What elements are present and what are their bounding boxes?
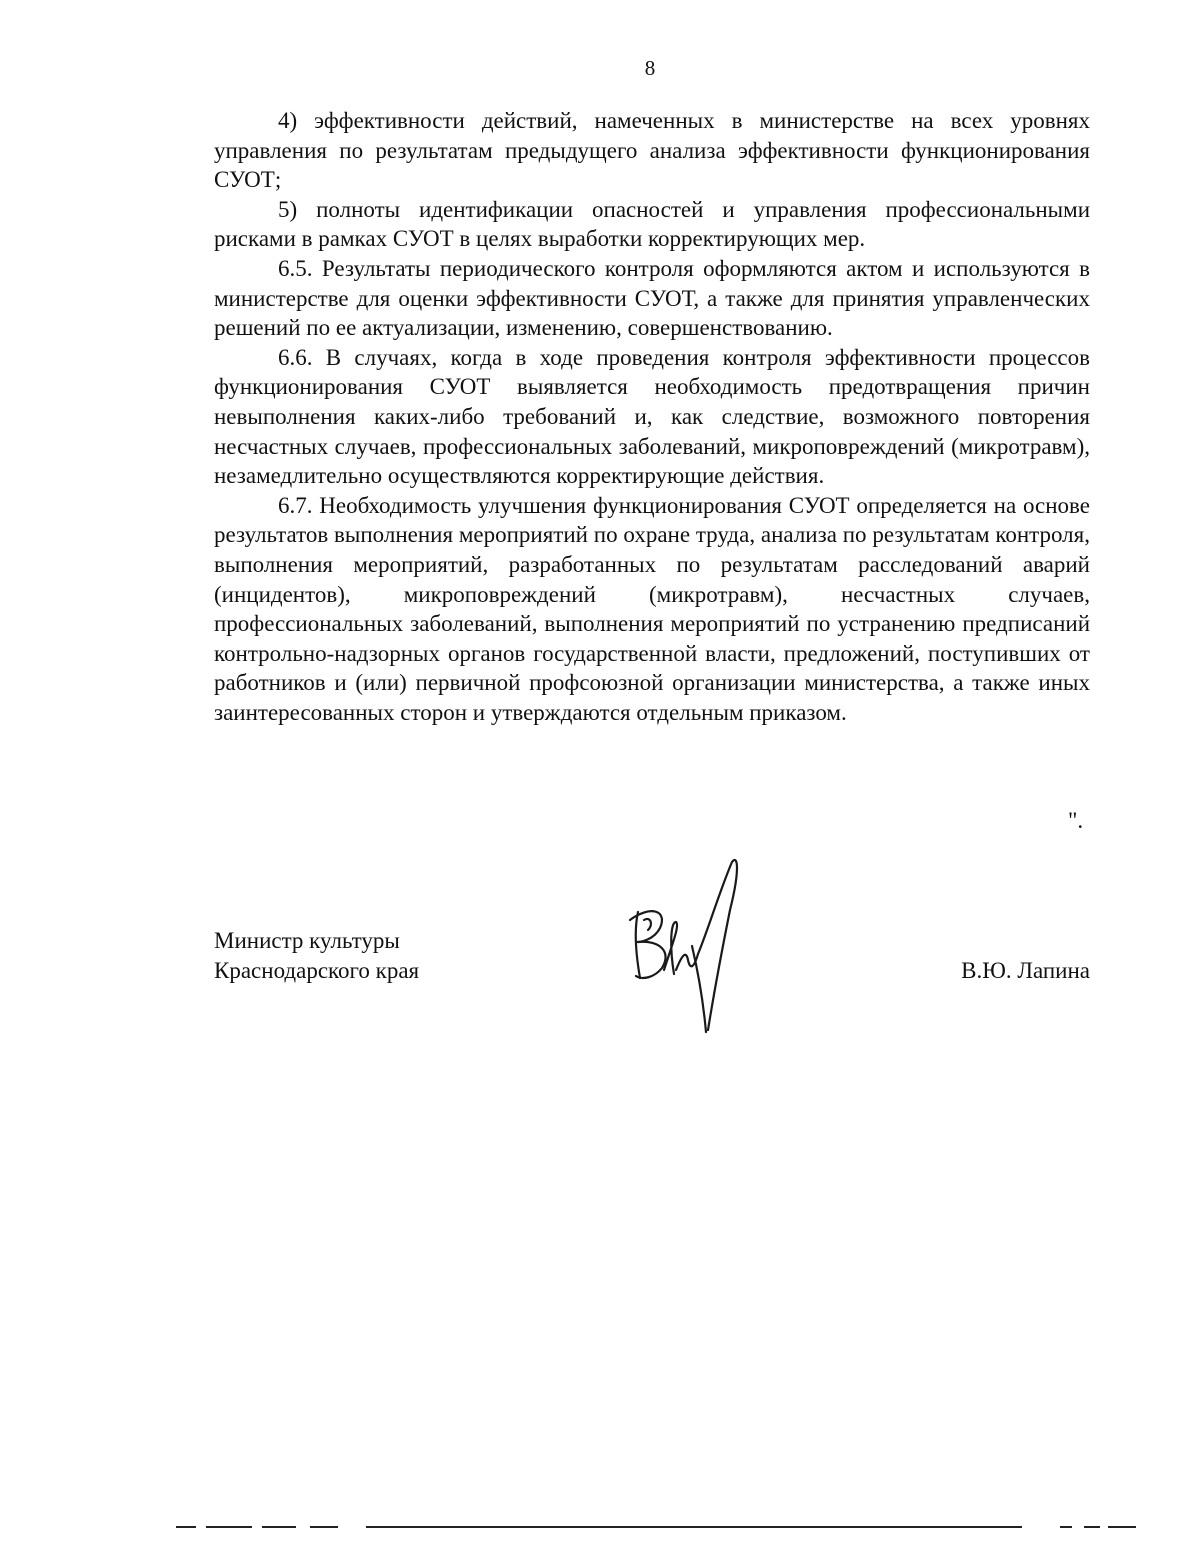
signatory-title <box>214 926 419 985</box>
document-body <box>214 106 1090 727</box>
handwritten-signature <box>620 850 750 1040</box>
paragraph-6-7: 6.7. Необходимость улучшения функционирования СУОТ определяется на основе результатов выполнения мероприятий по охране труда, анализа по результатам контроля, выполнения мероприятий, разработанных по результатам расследований аварий (инцидентов), микроповреждений (микротравм), несчастных случаев, профессиональных заболеваний, выполнения мероприятий по устранению предписаний контрольно-надзорных органов государственной власти, предложений, поступивших от работников и (или) первичной профсоюзной организации министерства, а также иных заинтересованных сторон и утверждаются отдельным приказом. <box>214 492 1090 725</box>
signatory-title-line2: Краснодарского края <box>214 957 420 983</box>
signer-name: В.Ю. Лапина <box>961 958 1090 983</box>
signatory-title-line1: Министр культуры <box>214 928 400 953</box>
paragraph-6-6: 6.6. В случаях, когда в ходе проведения контроля эффективности процессов функционирования СУОТ выявляется необходимость предотвращения причин невыполнения каких-либо требований и, как следствие, возможного повторения несчастных случаев, профессиональных заболеваний, микроповреждений (микротравм), незамедлительно осуществляются корректирующие действия. <box>214 344 1090 489</box>
page-number: 8 <box>644 56 656 80</box>
paragraph-6-5: 6.5. Результаты периодического контроля оформляются актом и используются в министерстве для оценки эффективности СУОТ, а также для принятия управленческих решений по ее актуализации, изменению, совершенствованию. <box>214 255 1090 341</box>
scan-edge-line <box>0 1522 1200 1532</box>
paragraph-item-5: 5) полноты идентификации опасностей и управления профессиональными рисками в рамках СУОТ в целях выработки корректирующих мер. <box>214 196 1090 252</box>
closing-quote: ". <box>1068 808 1084 833</box>
paragraph-item-4: 4) эффективности действий, намеченных в министерстве на всех уровнях управления по результатам предыдущего анализа эффективности функционирования СУОТ; <box>214 108 1090 193</box>
